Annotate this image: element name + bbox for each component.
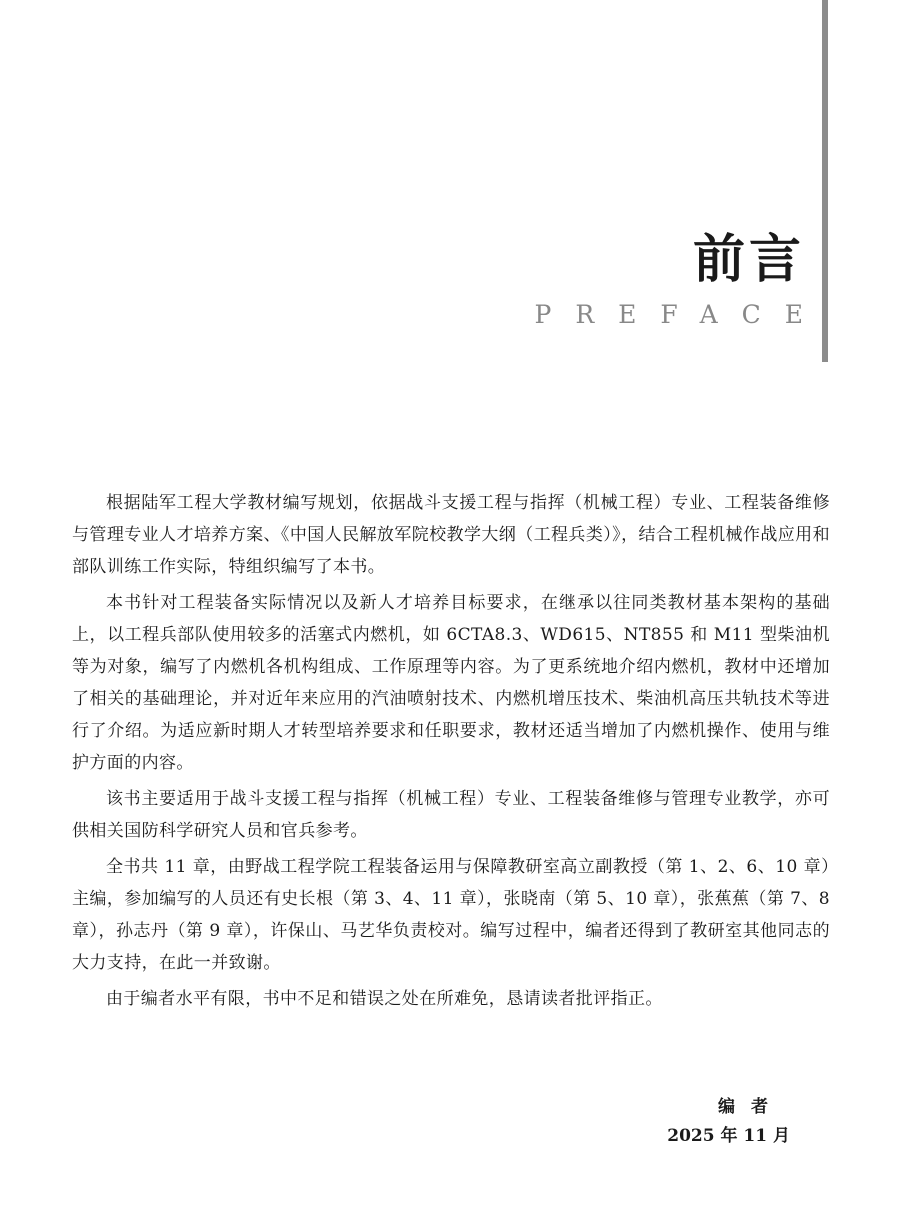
paragraph: 该书主要适用于战斗支援工程与指挥（机械工程）专业、工程装备维修与管理专业教学，亦可供相关国防科学研究人员和官兵参考。 bbox=[72, 789, 830, 841]
preface-body bbox=[72, 487, 830, 1019]
page-subtitle: PREFACE bbox=[534, 300, 827, 329]
paragraph: 由于编者水平有限，书中不足和错误之处在所难免，恳请读者批评指正。 bbox=[106, 989, 663, 1009]
paragraph: 根据陆军工程大学教材编写规划，依据战斗支援工程与指挥（机械工程）专业、工程装备维修与管理专业人才培养方案、《中国人民解放军院校教学大纲（工程兵类）》，结合工程机械作战应用和部队训练工作实际，特组织编写了本书。 bbox=[72, 493, 830, 577]
signature-block bbox=[667, 1095, 790, 1149]
paragraph: 全书共 11 章，由野战工程学院工程装备运用与保障教研室高立副教授（第 1、2、6、10 章）主编，参加编写的人员还有史长根（第 3、4、11 章），张晓南（第 5、10 章），张蕉蕉（第 7、8 章），孙志丹（第 9 章），许保山、马艺华负责校对。编写过程中，编者还得到了教研室其他同志的大力支持，在此一并致谢。 bbox=[72, 857, 830, 973]
page-title: 前言 bbox=[692, 230, 805, 290]
signature-label: 编者 bbox=[718, 1097, 784, 1117]
paragraph: 本书针对工程装备实际情况以及新人才培养目标要求，在继承以往同类教材基本架构的基础上，以工程兵部队使用较多的活塞式内燃机，如 6CTA8.3、WD615、NT855 和 M11 型柴油机等为对象，编写了内燃机各机构组成、工作原理等内容。为了更系统地介绍内燃机，教材中还增加了相关的基础理论，并对近年来应用的汽油喷射技术、内燃机增压技术、柴油机高压共轨技术等进行了介绍。为适应新时期人才转型培养要求和任职要求，教材还适当增加了内燃机操作、使用与维护方面的内容。 bbox=[72, 593, 830, 773]
signature-date: 2025 年 11 月 bbox=[667, 1126, 790, 1146]
